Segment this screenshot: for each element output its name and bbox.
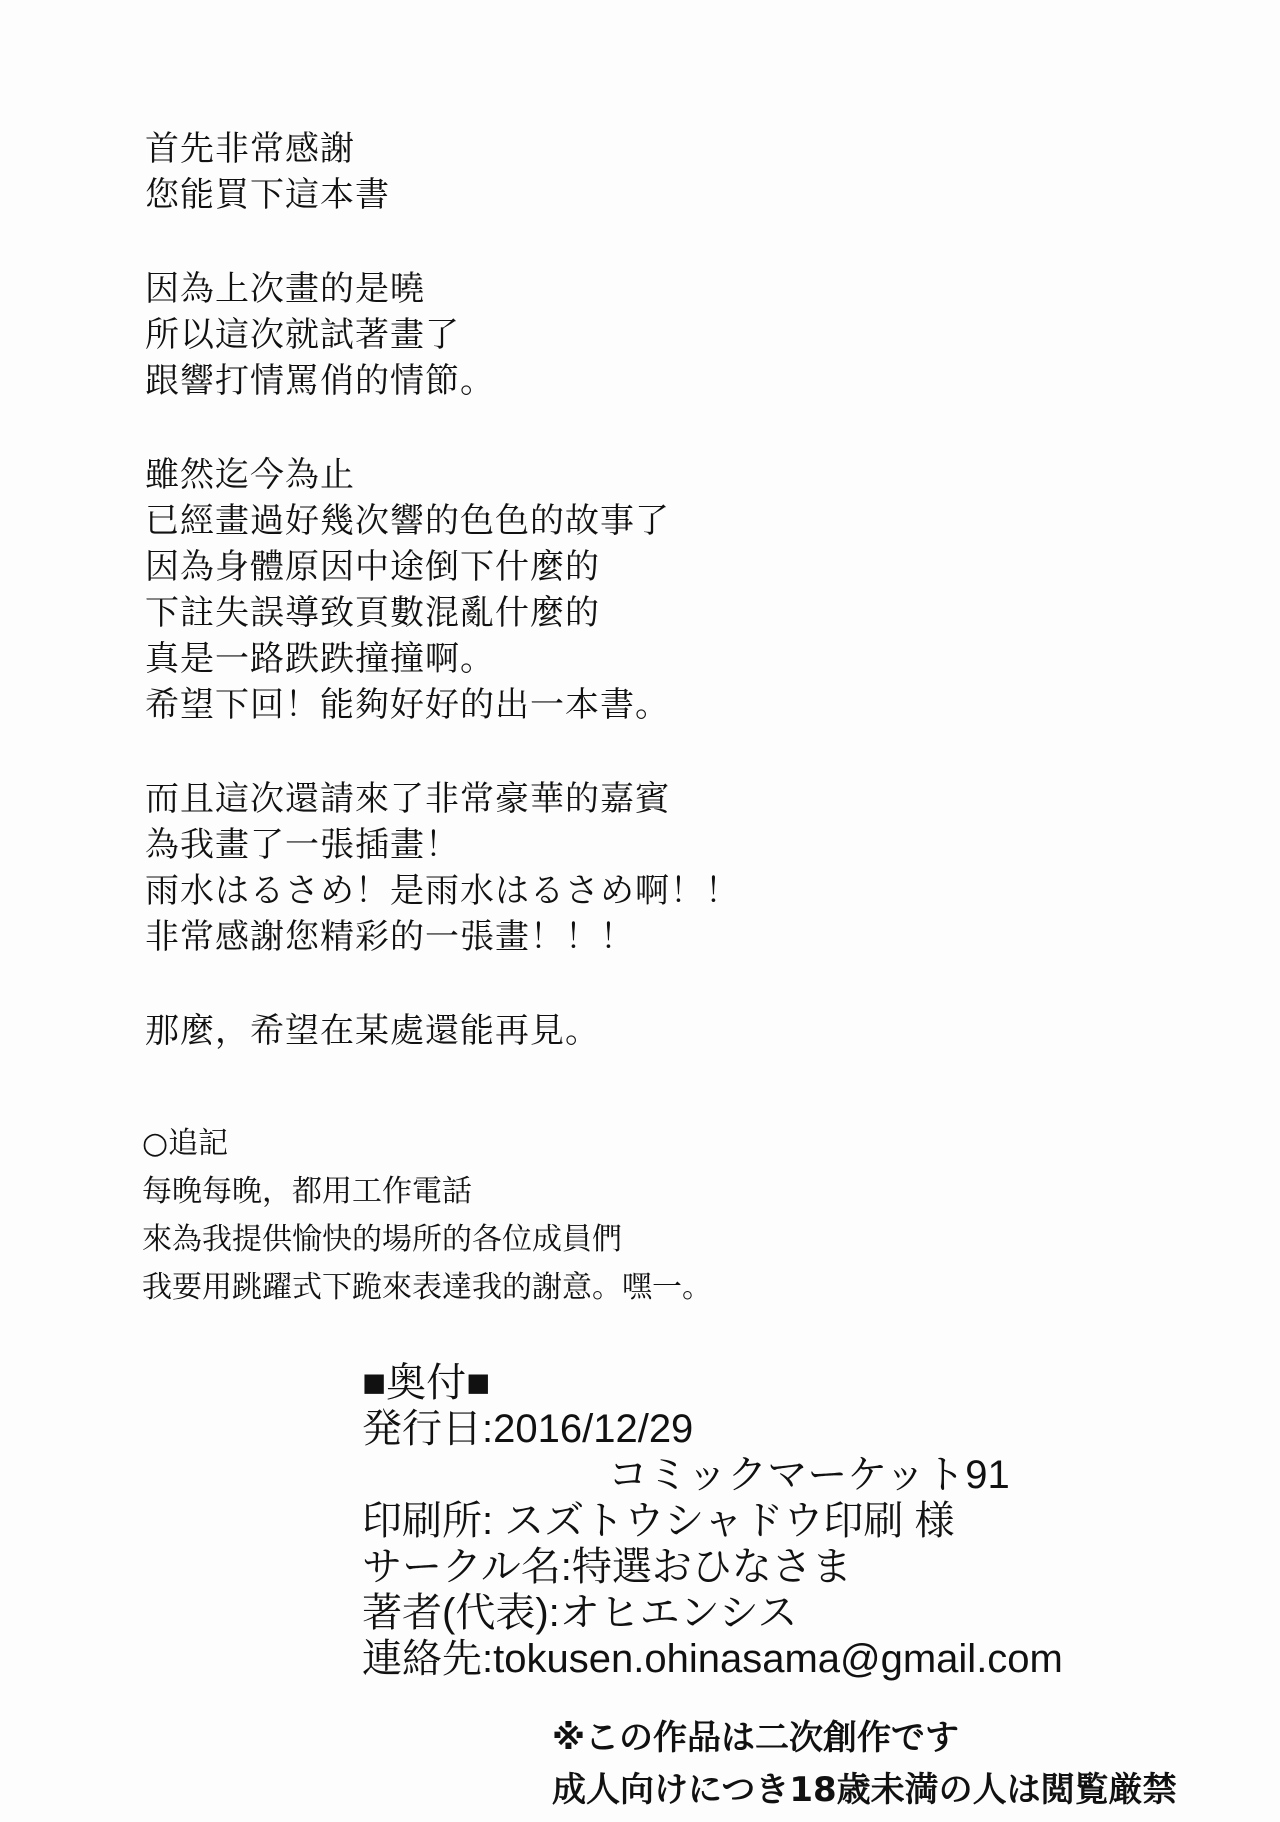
afterword-paragraph (145, 126, 1145, 218)
afterword-paragraph (145, 266, 1145, 404)
afterword-line: 雖然迄今為止 (145, 455, 355, 495)
postscript (142, 1120, 1142, 1312)
afterword-text (145, 126, 1145, 1102)
afterword-paragraph (145, 452, 1145, 728)
afterword-line: 下註失誤導致頁數混亂什麼的 (145, 593, 600, 633)
colophon (362, 1360, 1262, 1682)
afterword-line: 那麼，希望在某處還能再見。 (145, 1011, 600, 1051)
contact-email: 連絡先:tokusen.ohinasama@gmail.com (362, 1637, 1063, 1681)
author: 著者(代表):オヒエンシス (362, 1591, 798, 1635)
afterword-line: 而且這次還請來了非常豪華的嘉賓 (145, 779, 670, 819)
afterword-line: 因為上次畫的是曉 (145, 269, 425, 309)
afterword-line: 非常感謝您精彩的一張畫！！！ (145, 917, 635, 957)
postscript-line: 我要用跳躍式下跪來表達我的謝意。嘿一。 (142, 1270, 712, 1305)
event-name: コミックマーケット91 (608, 1453, 1010, 1497)
postscript-line: 來為我提供愉快的場所的各位成員們 (142, 1222, 622, 1257)
afterword-paragraph (145, 1008, 1145, 1054)
printer: 印刷所: スズトウシャドウ印刷 様 (362, 1499, 955, 1543)
postscript-line: 每晚每晚，都用工作電話 (142, 1174, 472, 1209)
adult-warning: 成人向けにつき18歳未満の人は閲覧厳禁 (552, 1770, 1177, 1810)
afterword-line: 雨水はるさめ！是雨水はるさめ啊！！ (145, 871, 740, 911)
afterword-line: 希望下回！能夠好好的出一本書。 (145, 685, 670, 725)
circle-name: サークル名:特選おひなさま (362, 1545, 852, 1589)
postscript-heading: ○追記 (142, 1126, 229, 1161)
issue-date: 発行日:2016/12/29 (362, 1407, 694, 1451)
afterword-line: 因為身體原因中途倒下什麼的 (145, 547, 600, 587)
age-notice (552, 1712, 1252, 1816)
afterword-line: 真是一路跌跌撞撞啊。 (145, 639, 495, 679)
afterword-line: 已經畫過好幾次響的色色的故事了 (145, 501, 670, 541)
afterword-line: 首先非常感謝 (145, 129, 355, 169)
afterword-line: 跟響打情罵俏的情節。 (145, 361, 495, 401)
derivative-notice: ※この作品は二次創作です (552, 1718, 960, 1758)
afterword-paragraph (145, 776, 1145, 960)
afterword-line: 所以這次就試著畫了 (145, 315, 460, 355)
afterword-line: 您能買下這本書 (145, 175, 390, 215)
colophon-heading: ■奥付■ (362, 1361, 491, 1405)
afterword-line: 為我畫了一張插畫！ (145, 825, 460, 865)
